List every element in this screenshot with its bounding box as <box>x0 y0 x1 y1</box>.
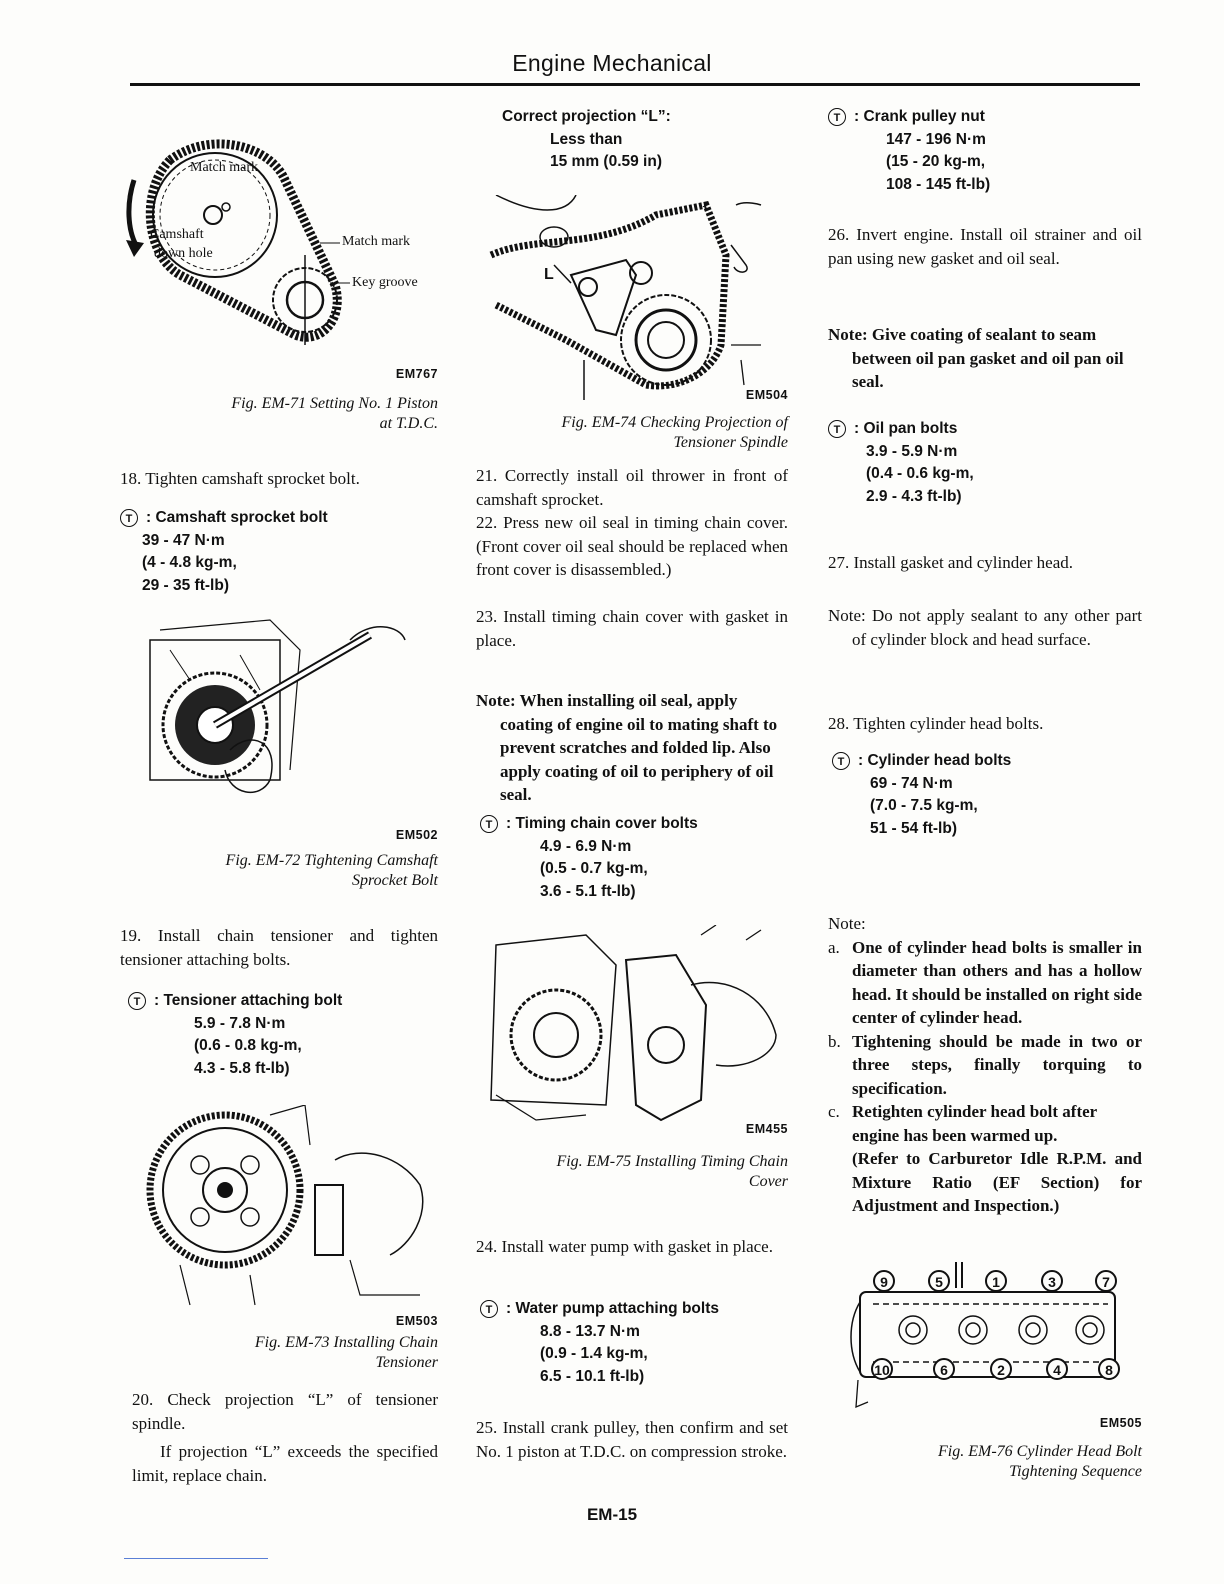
bolt-number: 10 <box>871 1358 893 1380</box>
fig-em74-illustration <box>476 195 788 405</box>
step-28: 28. Tighten cylinder head bolts. <box>828 714 1044 733</box>
header-rule <box>130 83 1140 86</box>
step-26: 26. Invert engine. Install oil strainer and oil pan using new gasket and oil seal. <box>828 225 1142 268</box>
fig76-code: EM505 <box>1099 1416 1142 1430</box>
torque-icon: T <box>120 509 138 527</box>
bolt-number: 2 <box>990 1358 1012 1380</box>
torque-crank-pulley-nut: T : Crank pulley nut 147 - 196 N·m (15 - 20 kg-m, 108 - 145 ft-lb) <box>828 106 1142 196</box>
torque-icon: T <box>128 992 146 1010</box>
step-27: 27. Install gasket and cylinder head. <box>828 553 1074 572</box>
step-25: 25. Install crank pulley, then confirm and set No. 1 piston at T.D.C. on compression stroke. <box>476 1418 788 1461</box>
fig-em72-illustration <box>120 610 438 810</box>
fig71-label-downhole: down hole <box>154 246 213 261</box>
fig76-caption-1: Fig. EM-76 Cylinder Head Bolt <box>938 1443 1142 1460</box>
fig73-code: EM503 <box>395 1314 438 1328</box>
step-20-detail: If projection “L” exceeds the specified limit, replace chain. <box>132 1442 438 1485</box>
torque-timing-chain-cover-bolts: T : Timing chain cover bolts 4.9 - 6.9 N·m (0.5 - 0.7 kg-m, 3.6 - 5.1 ft-lb) <box>480 813 788 903</box>
bolt-number: 1 <box>985 1270 1007 1292</box>
step-22: 22. Press new oil seal in timing chain cover. (Front cover oil seal should be replaced when front cover is disassembled.) <box>476 513 788 579</box>
torque-icon: T <box>828 420 846 438</box>
fig72-caption-1: Fig. EM-72 Tightening Camshaft <box>225 852 438 869</box>
torque-camshaft-sprocket-bolt: T : Camshaft sprocket bolt 39 - 47 N·m (4 - 4.8 kg-m, 29 - 35 ft-lb) <box>120 507 438 597</box>
bolt-number: 7 <box>1095 1270 1117 1292</box>
note-oil-seal: Note: When installing oil seal, apply coating of engine oil to mating shaft to prevent scratches and folded lip. Also apply coating of oil to periphery of oil seal. <box>476 691 778 804</box>
fig73-caption-2: Tensioner <box>375 1354 438 1371</box>
fig74-label-L: L <box>544 266 554 283</box>
bolt-number: 4 <box>1046 1358 1068 1380</box>
fig75-code: EM455 <box>745 1122 788 1136</box>
torque-cylinder-head-bolts: T : Cylinder head bolts 69 - 74 N·m (7.0 - 7.5 kg-m, 51 - 54 ft-lb) <box>832 750 1142 840</box>
fig74-caption-1: Fig. EM-74 Checking Projection of <box>561 414 788 431</box>
notes-heading: Note: <box>828 914 866 933</box>
bolt-number: 6 <box>933 1358 955 1380</box>
note-b: b. Tightening should be made in two or three steps, finally torquing to specification. <box>828 1031 1142 1098</box>
note-c-ref: (Refer to Carburetor Idle R.P.M. and Mixture Ratio (EF Section) for Adjustment and Inspection.) <box>852 1149 1142 1215</box>
fig74-caption-2: Tensioner Spindle <box>673 434 788 451</box>
torque-icon: T <box>480 815 498 833</box>
fig72-caption-2: Sprocket Bolt <box>351 872 438 889</box>
note-no-sealant: Note: Do not apply sealant to any other part of cylinder block and head surface. <box>828 606 1142 649</box>
fig71-label-match1: Match mark <box>190 160 259 175</box>
step-20: 20. Check projection “L” of tensioner spindle. <box>132 1390 438 1433</box>
torque-icon: T <box>480 1300 498 1318</box>
fig71-code: EM767 <box>395 367 438 381</box>
notes-list <box>828 912 1142 1218</box>
step-24: 24. Install water pump with gasket in place. <box>476 1237 773 1256</box>
fig74-code: EM504 <box>745 388 788 402</box>
note-a: a. One of cylinder head bolts is smaller in diameter than others and has a hollow head. It should be installed on right side center of cylinder head. <box>828 937 1143 1027</box>
fig71-caption-1: Fig. EM-71 Setting No. 1 Piston <box>231 395 438 412</box>
page-number: EM-15 <box>586 1505 638 1524</box>
fig71-caption-2: at T.D.C. <box>379 415 438 432</box>
fig-em75-illustration <box>476 925 788 1125</box>
torque-water-pump-bolts: T : Water pump attaching bolts 8.8 - 13.7 N·m (0.9 - 1.4 kg-m, 6.5 - 10.1 ft-lb) <box>480 1298 788 1388</box>
bolt-number: 5 <box>928 1270 950 1292</box>
torque-icon: T <box>832 752 850 770</box>
fig76-caption-2: Tightening Sequence <box>1009 1463 1142 1480</box>
note-c: c. Retighten cylinder head bolt after engine has been warmed up. <box>828 1102 1097 1145</box>
bolt-number: 8 <box>1098 1358 1120 1380</box>
note-sealant-seam: Note: Give coating of sealant to seam between oil pan gasket and oil pan oil seal. <box>828 325 1124 391</box>
fig73-caption-1: Fig. EM-73 Installing Chain <box>254 1334 438 1351</box>
torque-tensioner-attaching-bolt: T : Tensioner attaching bolt 5.9 - 7.8 N·m (0.6 - 0.8 kg-m, 4.3 - 5.8 ft-lb) <box>128 990 438 1080</box>
torque-oil-pan-bolts: T : Oil pan bolts 3.9 - 5.9 N·m (0.4 - 0.6 kg-m, 2.9 - 4.3 ft-lb) <box>828 418 1142 508</box>
fig71-label-keygroove: Key groove <box>352 275 418 290</box>
fig71-label-match2: Match mark <box>342 234 411 249</box>
projection-spec: Correct projection “L”: Less than 15 mm (0.59 in) <box>502 108 671 170</box>
fig-em73-illustration <box>120 1105 438 1310</box>
footer-link-rule <box>124 1558 268 1559</box>
step-18: 18. Tighten camshaft sprocket bolt. <box>120 469 360 488</box>
step-19: 19. Install chain tensioner and tighten tensioner attaching bolts. <box>120 926 438 969</box>
fig75-caption-2: Cover <box>748 1173 788 1190</box>
torque-icon: T <box>828 108 846 126</box>
bolt-number: 9 <box>873 1270 895 1292</box>
fig71-label-camshaft: Camshaft <box>150 227 204 242</box>
fig75-caption-1: Fig. EM-75 Installing Timing Chain <box>556 1153 788 1170</box>
step-23: 23. Install timing chain cover with gasket in place. <box>476 607 788 650</box>
fig72-code: EM502 <box>395 828 438 842</box>
bolt-number: 3 <box>1041 1270 1063 1292</box>
step-21: 21. Correctly install oil thrower in front of camshaft sprocket. <box>476 466 788 509</box>
page-header: Engine Mechanical <box>512 50 712 76</box>
